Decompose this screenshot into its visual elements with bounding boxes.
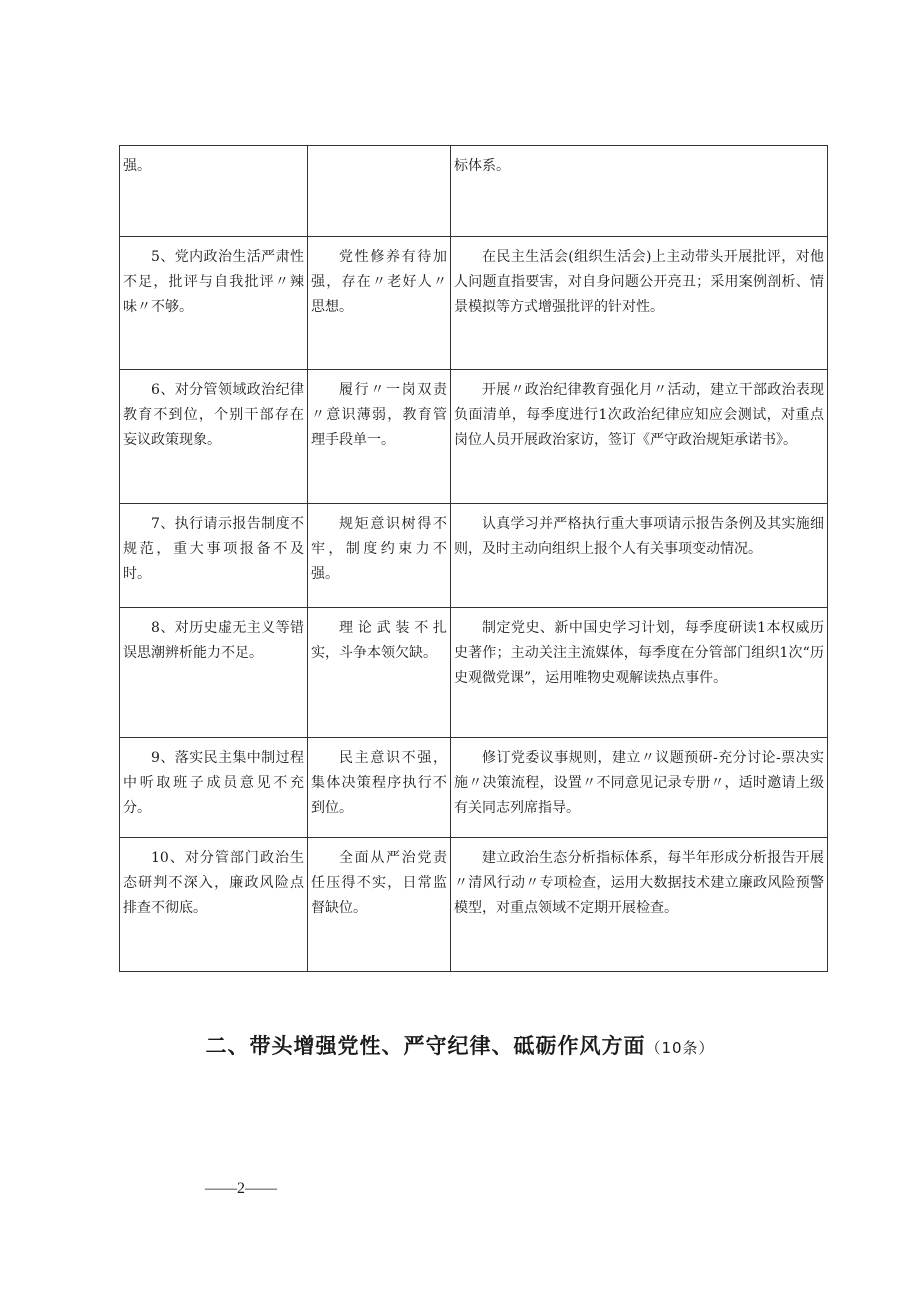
cell-cause: 民主意识不强，集体决策程序执行不到位。: [308, 738, 451, 838]
cell-cause: 规矩意识树得不牢，制度约束力不强。: [308, 504, 451, 608]
cell-cause: 理论武装不扎实，斗争本领欠缺。: [308, 608, 451, 738]
page-number: ——2——: [205, 1180, 277, 1197]
table-row: [120, 738, 828, 838]
cell-problem: 5、党内政治生活严肃性不足，批评与自我批评〃辣味〃不够。: [120, 237, 308, 370]
cell-problem: 6、对分管领域政治纪律教育不到位，个别干部存在妄议政策现象。: [120, 370, 308, 504]
table-row: [120, 370, 828, 504]
cell-measure: 建立政治生态分析指标体系，每半年形成分析报告开展〃清风行动〃专项检查，运用大数据技术建立廉政风险预警模型，对重点领域不定期开展检查。: [451, 838, 828, 972]
table-row: [120, 237, 828, 370]
cell-measure: 认真学习并严格执行重大事项请示报告条例及其实施细则，及时主动向组织上报个人有关事项变动情况。: [451, 504, 828, 608]
cell-problem: 9、落实民主集中制过程中听取班子成员意见不充分。: [120, 738, 308, 838]
cell-measure: 在民主生活会(组织生活会)上主动带头开展批评，对他人问题直指要害，对自身问题公开亮丑；采用案例剖析、情景模拟等方式增强批评的针对性。: [451, 237, 828, 370]
table-row: [120, 608, 828, 738]
cell-measure: 修订党委议事规则，建立〃议题预研-充分讨论-票决实施〃决策流程，设置〃不同意见记录专册〃，适时邀请上级有关同志列席指导。: [451, 738, 828, 838]
cell-measure: 标体系。: [451, 146, 828, 237]
section-heading: [0, 1030, 920, 1060]
cell-cause: 全面从严治党责任压得不实，日常监督缺位。: [308, 838, 451, 972]
cell-cause: [308, 146, 451, 237]
cell-measure: 开展〃政治纪律教育强化月〃活动，建立干部政治表现负面清单，每季度进行1次政治纪律应知应会测试，对重点岗位人员开展政治家访，签订《严守政治规矩承诺书》。: [451, 370, 828, 504]
table-row: [120, 146, 828, 237]
cell-measure: 制定党史、新中国史学习计划，每季度研读1本权威历史著作；主动关注主流媒体，每季度在分管部门组织1次“历史观微党课”，运用唯物史观解读热点事件。: [451, 608, 828, 738]
cell-problem: 强。: [120, 146, 308, 237]
cell-problem: 8、对历史虚无主义等错误思潮辨析能力不足。: [120, 608, 308, 738]
cell-cause: 党性修养有待加强，存在〃老好人〃思想。: [308, 237, 451, 370]
measures-table: [119, 145, 828, 972]
table-row: [120, 838, 828, 972]
cell-problem: 10、对分管部门政治生态研判不深入，廉政风险点排查不彻底。: [120, 838, 308, 972]
cell-cause: 履行〃一岗双责〃意识薄弱，教育管理手段单一。: [308, 370, 451, 504]
section-heading-text: 二、带头增强党性、严守纪律、砥砺作风方面: [205, 1034, 646, 1058]
section-heading-count: （10条）: [645, 1039, 715, 1057]
table-row: [120, 504, 828, 608]
cell-problem: 7、执行请示报告制度不规范，重大事项报备不及时。: [120, 504, 308, 608]
